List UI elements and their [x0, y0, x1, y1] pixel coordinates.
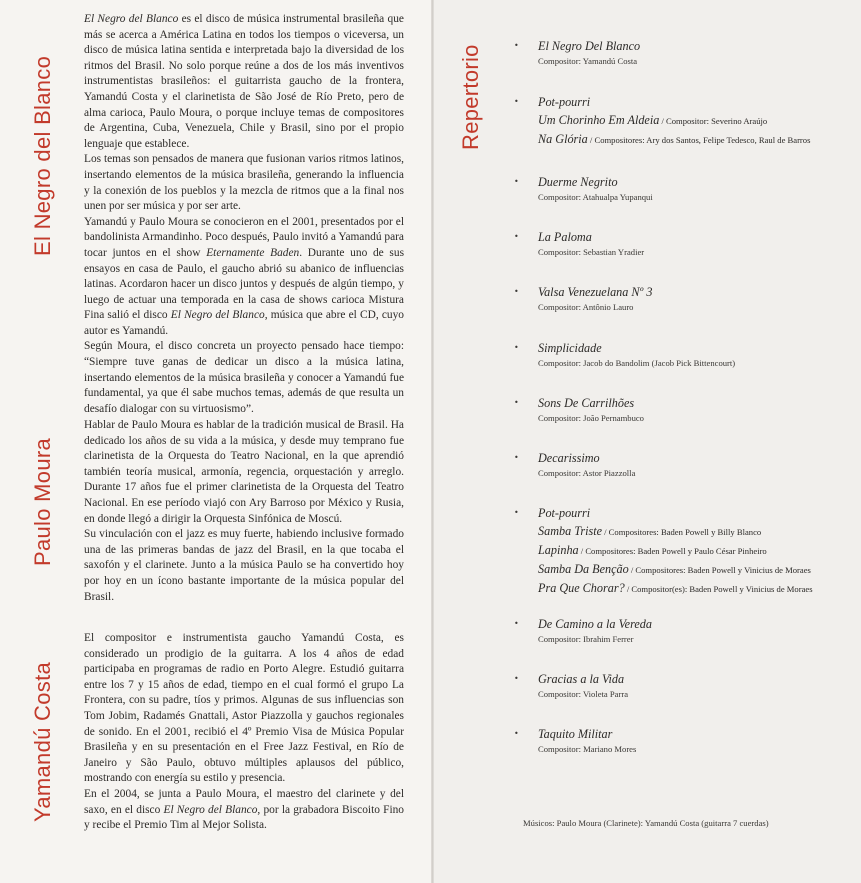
composer: Compositor: Antônio Lauro: [538, 302, 634, 312]
album-paragraph: Yamandú y Paulo Moura se conocieron en el 2001, presentados por el bandolinista Armandinho. Poco después, Paulo invitó a Yamandú para tocar juntos en el show Eternamente Baden. Durante uno de sus ensayos en casa de Paulo, el gaucho abrió su abanico de influencias latinas. Acordaron hacer un disco juntos y después de algún tiempo, y luego de actuar una temporada en la casa de shows carioca Mistura Fina salió el disco El Negro del Blanco, música que abre el CD, cuyo autor es Yamandú.: [84, 215, 405, 337]
track-item: [514, 229, 847, 284]
bullet-icon: •: [514, 619, 519, 628]
album-paragraph: Los temas son pensados de manera que fusionan varios ritmos latinos, insertando elementos de la música brasileña, generando la influencia y la conexión de los pueblos y la mezcla de ritmos que a la final nos unen por ser música y por ser arte.: [84, 153, 404, 213]
moura-text: [84, 418, 404, 605]
album-paragraph: Según Moura, el disco concreta un proyecto pensado hace tiempo: “Siempre tuve ganas de dedicar un disco a la música latina, insertando elementos de la música brasileña y conocer a Yamandú fue fundamental, ya que él sabe muchos temas, además de que resulta un desafío dialogar con su virtuosismo”.: [84, 340, 404, 415]
album-title: El Negro del Blanco: [30, 55, 55, 256]
costa-paragraph: El compositor e instrumentista gaucho Yamandú Costa, es considerado un prodigio de la guitarra. A los 4 años de edad participaba en programas de radio en Porto Alegre. Estudió guitarra entre los 7 y 15 años de edad, tiempo en el cual formó el grupo La Frontera, con su padre, tíos y primos. Algunas de sus influencias son Tom Jobim, Radamés Gnattali, Astor Piazzolla y gauchos regionales de sonido. En el 2001, recibió el 4º Premio Visa de Música Popular Brasileña y en su presentación en el Free Jazz Festival, en Río de Janeiro y São Paulo, obtuvo múltiples aplausos del público, mostrando con energía su estilo y presencia.: [84, 632, 404, 785]
album-paragraph: El Negro del Blanco es el disco de música instrumental brasileña que más se acerca a América Latina en todos los tiempos o viceversa, un disco de música latina sentida e interpretada bajo la diversidad de los ritmos del Brasil. No solo porque reúne a dos de los más inventivos instrumentistas brasileños: el guitarrista gaucho de la frontera, Yamandú Costa y el clarinetista de São José de Río Preto, pero de alma carioca, Paulo Moura, o porque incluye temas de compositores de Argentina, Cuba, Venezuela, Chile y Brasil, sino por el propio lenguaje que establece.: [84, 13, 404, 150]
song-title: Decarissimo: [538, 451, 600, 465]
song-title: Duerme Negrito: [538, 175, 618, 189]
page-fold: [431, 0, 434, 883]
composer: Compositor: Mariano Mores: [538, 744, 637, 754]
bullet-icon: •: [514, 674, 519, 683]
composer: Compositor: Yamandú Costa: [538, 56, 638, 66]
bullet-icon: •: [514, 97, 519, 106]
bullet-icon: •: [514, 232, 519, 241]
medley-line: Samba Triste / Compositores: Baden Powell y Billy Blanco: [538, 524, 762, 538]
album-text: [84, 12, 404, 417]
composer: Compositor: Sebastian Yradier: [538, 247, 645, 257]
song-title: De Camino a la Vereda: [538, 617, 652, 631]
song-title: Taquito Militar: [538, 727, 613, 741]
costa-paragraph: En el 2004, se junta a Paulo Moura, el maestro del clarinete y del saxo, en el disco El Negro del Blanco, por la grabadora Biscoito Fino y recibe el Premio Tim al Mejor Solista.: [84, 787, 405, 832]
bullet-icon: •: [514, 398, 519, 407]
repertorio-list: [514, 38, 847, 781]
bullet-icon: •: [514, 508, 519, 517]
track-item: [514, 450, 847, 505]
medley-line: Na Glória / Compositores: Ary dos Santos, Felipe Tedesco, Raul de Barros: [538, 132, 811, 146]
track-item: [514, 174, 847, 229]
track-item: [514, 38, 847, 94]
medley-line: Lapinha / Compositores: Baden Powell y Paulo César Pinheiro: [538, 543, 767, 557]
composer: Compositor: João Pernambuco: [538, 413, 644, 423]
track-item: [514, 616, 847, 671]
composer: Compositor: Atahualpa Yupanqui: [538, 192, 653, 202]
track-item: [514, 395, 847, 450]
track-item: [514, 671, 847, 726]
moura-title: Paulo Moura: [30, 437, 55, 566]
composer: Compositor: Astor Piazzolla: [538, 468, 636, 478]
medley-line: Um Chorinho Em Aldeia / Compositor: Severino Araújo: [538, 113, 768, 127]
song-title: Gracias a la Vida: [538, 672, 625, 686]
track-item: [514, 94, 847, 174]
bullet-icon: •: [514, 41, 519, 50]
bullet-icon: •: [514, 343, 519, 352]
track-item: [514, 340, 847, 395]
medley-line: Samba Da Benção / Compositores: Baden Powell y Vinicius de Moraes: [538, 562, 811, 576]
composer: Compositor: Jacob do Bandolim (Jacob Pick Bittencourt): [538, 358, 736, 368]
bullet-icon: •: [514, 287, 519, 296]
song-title: Pot-pourri: [538, 506, 591, 520]
moura-paragraph: Hablar de Paulo Moura es hablar de la tradición musical de Brasil. Ha dedicado los años de su vida a la música, y desde muy temprano fue clarinetista de la Orquesta do Teatro Nacional, en la que aprendió también teoría musical, armonía, regencia, orquestación y arreglo. Durante 17 años fue el primer clarinetista de la Orquesta del Teatro Nacional. En ese período viajó con Ary Barroso por México y Rusia, en donde llegó a dirigir la Orquesta Sinfónica de Moscú.: [84, 419, 404, 525]
repertorio-title: Repertorio: [458, 44, 483, 150]
costa-title: Yamandú Costa: [30, 661, 55, 822]
bullet-icon: •: [514, 177, 519, 186]
musicians-credit: Músicos: Paulo Moura (Clarinete): Yamandú Costa (guitarra 7 cuerdas): [523, 818, 769, 828]
song-title: Sons De Carrilhões: [538, 396, 635, 410]
song-title: Simplicidade: [538, 341, 602, 355]
song-title: El Negro Del Blanco: [538, 39, 641, 53]
composer: Compositor: Ibrahim Ferrer: [538, 634, 634, 644]
song-title: Pot-pourri: [538, 95, 591, 109]
track-item: [514, 505, 847, 616]
bullet-icon: •: [514, 453, 519, 462]
costa-text: [84, 631, 404, 834]
song-title: Valsa Venezuelana Nº 3: [538, 285, 653, 299]
medley-line: Pra Que Chorar? / Compositor(es): Baden Powell y Vinicius de Moraes: [538, 581, 813, 595]
song-title: La Paloma: [538, 230, 592, 244]
moura-paragraph: Su vinculación con el jazz es muy fuerte, habiendo inclusive formado una de las primeras bandas de jazz del Brasil, en la que tocaba el saxofón y el clarinete. Junto a la música Paulo se ha convertido hoy por hoy en un ícono bastante importante de la música popular del Brasil.: [84, 528, 404, 603]
track-item: [514, 726, 847, 781]
bullet-icon: •: [514, 729, 519, 738]
composer: Compositor: Violeta Parra: [538, 689, 629, 699]
track-item: [514, 284, 847, 340]
